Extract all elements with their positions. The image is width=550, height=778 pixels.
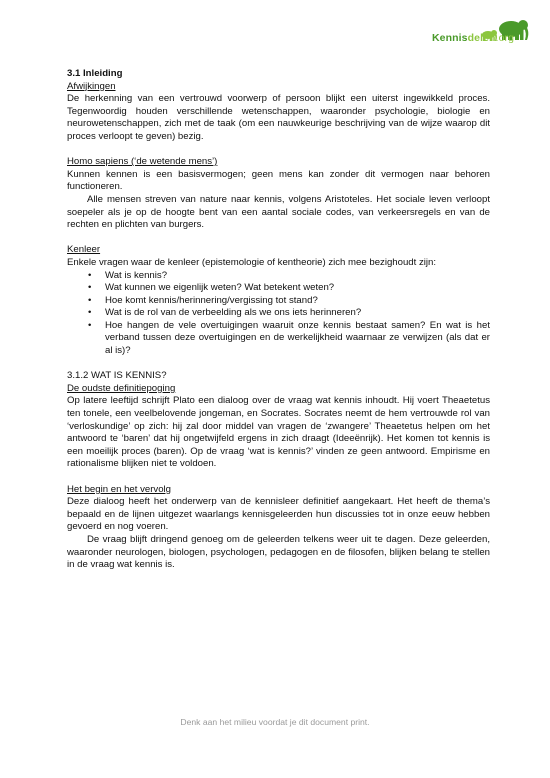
subheading-homo-sapiens: Homo sapiens (‘de wetende mens’): [67, 156, 218, 168]
list-item: • Hoe komt kennis/herinnering/vergissing tot stand?: [88, 294, 318, 306]
paragraph: De herkenning van een vertrouwd voorwerp of persoon blijkt een uiterst ingewikkeld proces. Tegenwoordig houden verschillende wetenschappen, waaronder psychologie, biologie en neurowetenschappen, zich met de taak (om een nauwkeurige beschrijving van de wijze waarop dit proces verloopt te geven) bezig.: [67, 93, 490, 142]
site-logo: [418, 16, 530, 52]
bullet-icon: •: [88, 269, 92, 281]
paragraph: Kunnen kennen is een basisvermogen; geen mens kan zonder dit vermogen naar behoren functioneren.: [67, 168, 490, 193]
paragraph: Enkele vragen waar de kenleer (epistemologie of kentheorie) zich mee bezighoudt zijn:: [67, 256, 437, 268]
paragraph: De vraag blijft dringend genoeg om de geleerden telkens weer uit te dagen. Deze geleerden, waaronder neurologen, biologen, psychologen, pedagogen en de filosofen, blijken belang te stellen in de vraag wat kennis is.: [67, 533, 490, 571]
bullet-icon: •: [88, 282, 92, 294]
bullet-icon: •: [88, 319, 92, 331]
paragraph: Deze dialoog heeft het onderwerp van de kennisleer definitief aangekaart. Het heeft de thema’s bepaald en de lijnen uitgezet waarlangs kennisgeleerden hun discussies tot in onze eeuw hebben gevoerd en nog voeren.: [67, 496, 490, 533]
question-list: [67, 270, 490, 358]
list-item: • Wat is de rol van de verbeelding als we ons iets herinneren?: [88, 307, 362, 319]
bullet-icon: •: [88, 307, 92, 319]
subheading-afwijkingen: Afwijkingen: [67, 80, 116, 92]
paragraph: Alle mensen streven van nature naar kennis, volgens Aristoteles. Het sociale leven verloopt soepeler als je op de hoogte bent van een aantal sociale codes, van verkeersregels en van de rechten en plichten van burgers.: [67, 193, 490, 231]
section-heading-wat-is-kennis: 3.1.2 WAT IS KENNIS?: [67, 370, 167, 382]
page-footer: Denk aan het milieu voordat je dit document print.: [180, 717, 370, 727]
document-body: [67, 68, 490, 572]
subheading-oudste-definitiepoging: De oudste definitiepoging: [67, 382, 176, 394]
subheading-kenleer: Kenleer: [67, 244, 101, 256]
list-item: • Wat is kennis?: [88, 269, 168, 281]
bullet-icon: •: [88, 294, 92, 306]
list-item: • Hoe hangen de vele overtuigingen waaruit onze kennis bestaat samen? En wat is het verband tussen deze overtuigingen en de werkelijkheid waarnaar ze verwijzen (als dat er al is)?: [88, 319, 490, 357]
paragraph: Op latere leeftijd schrijft Plato een dialoog over de vraag wat kennis inhoudt. Hij voert Theaetetus ten tonele, een veelbelovende jongeman, en Socrates. Socrates neemt de hem vertrouwde rol van ‘verloskundige’ op zich: hij zal door middel van vragen de ‘zwangere’ Theaetetus helpen om het antwoord te ‘baren’ dat hij ongetwijfeld ergens in zich draagt (Ideeënrijk). Het komen tot kennis is een moeilijk proces (baren). Op de vraag ‘wat is kennis?’ vinden ze geen antwoord. Empirisme en rationalisme blijken niet te voldoen.: [67, 395, 490, 470]
logo-wordmark: Kennisdelen.org: [432, 32, 515, 44]
section-heading: 3.1 Inleiding: [67, 68, 123, 79]
list-item: • Wat kunnen we eigenlijk weten? Wat betekent weten?: [88, 282, 335, 294]
subheading-begin-en-vervolg: Het begin en het vervolg: [67, 483, 171, 495]
